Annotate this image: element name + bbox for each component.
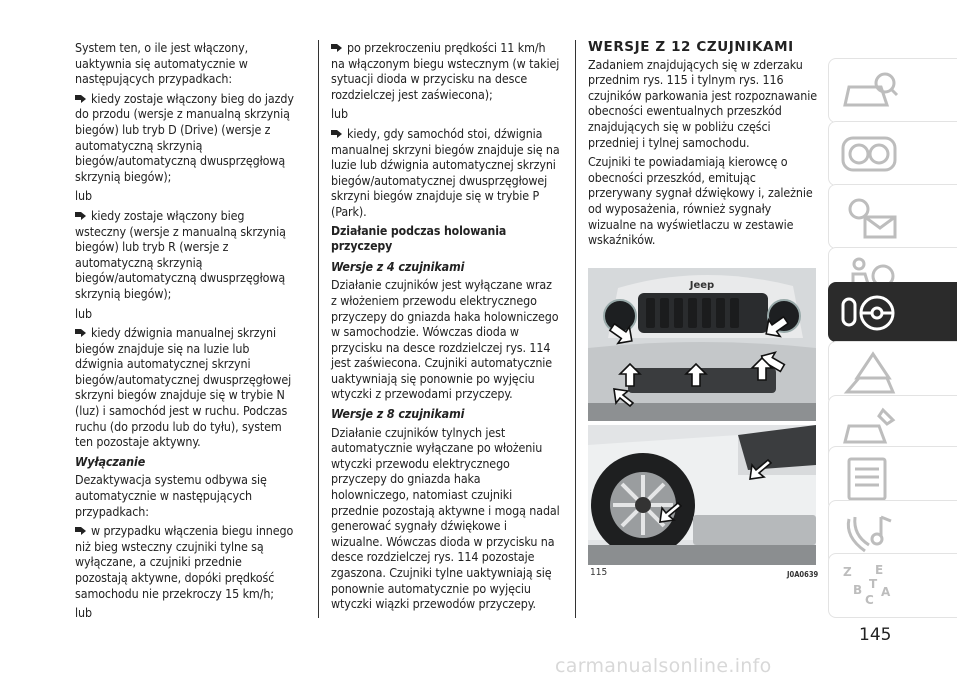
bullet-neutral: kiedy dźwignia manualnej skrzyni biegów znajduje się na luzie lub dźwignia automatycznej skrzyni biegów/automatycznej dwusprzęgłowej skrzyni biegów znajduje się w trybie N (luz) i samochód jest w ruchu. Podczas ruchu (do przodu lub do tyłu), system ten pozostaje aktywny. xyxy=(75,325,292,450)
tab-starting-driving[interactable] xyxy=(828,282,957,342)
tab-warning-lights[interactable] xyxy=(828,184,957,249)
paragraph-warnings: Czujniki te powiadamiają kierowcę o obecności przeszkód, emitując przerywany sygnał dźwiękowy i, zależnie od wyposażenia, również sygnały wizualne na wyświetlaczu w zestawie wskaźników. xyxy=(588,154,813,248)
or-text: lub xyxy=(331,106,348,122)
watermark: carmanualsonline.info xyxy=(555,655,772,677)
alphabetical-index-icon xyxy=(839,560,899,612)
bullet-arrow-icon xyxy=(75,211,88,221)
warning-triangle-car-icon xyxy=(839,348,899,400)
column-3 xyxy=(588,40,820,252)
bullet-other-gear: w przypadku włączenia biegu innego niż bieg wsteczny czujniki tylne są wyłączane, a czujniki przednie pozostają aktywne, dopóki prędkość samochodu nie przekroczy 15 km/h; xyxy=(75,523,294,601)
section-heading-trailer: Działanie podczas holowania przyczepy xyxy=(331,223,507,254)
side-front-photo xyxy=(588,425,816,565)
section-heading-deactivation: Wyłączanie xyxy=(75,453,146,469)
svg-text:Z: Z xyxy=(843,565,852,579)
svg-text:A: A xyxy=(881,585,891,599)
or-text: lub xyxy=(75,188,92,204)
or-text: lub xyxy=(75,605,92,621)
section-heading-12-sensors: WERSJE Z 12 CZUJNIKAMI xyxy=(588,39,794,55)
figure-code: J0A0639 xyxy=(787,570,819,579)
paragraph-4-sensors: Działanie czujników jest wyłączane wraz z włożeniem przewodu elektrycznego przyczepy do gniazda haka holowniczego w samochodzie. Wówczas dioda w przycisku na desce rozdzielczej rys. 114 jest zaświecona. Czujniki automatycznie uaktywniają się ponownie po wyjęciu wtyczki z przewodami przyczepy. xyxy=(331,277,559,402)
dashboard-gauges-icon xyxy=(839,128,899,180)
subheading-4-sensors: Wersje z 4 czujnikami xyxy=(331,258,465,274)
svg-text:B: B xyxy=(853,583,863,597)
tab-dashboard[interactable] xyxy=(828,121,957,186)
page-number: 145 xyxy=(859,625,892,645)
specifications-list-icon xyxy=(839,453,899,505)
bullet-reverse-gear: kiedy zostaje włączony bieg wsteczny (wersje z manualną skrzynią biegów) lub tryb R (wersje z automatyczną skrzynią biegów/automatyczną dwusprzęgłową skrzynią biegów); xyxy=(75,207,286,301)
bullet-arrow-icon xyxy=(75,328,88,338)
svg-text:C: C xyxy=(865,593,874,607)
svg-text:T: T xyxy=(869,577,878,591)
light-envelope-icon xyxy=(839,191,899,243)
front-bumper-illustration xyxy=(588,268,816,421)
bullet-arrow-icon xyxy=(75,526,88,536)
figure-number: 115 xyxy=(590,567,608,578)
tab-vehicle-knowledge[interactable] xyxy=(828,58,957,123)
jeep-logo: Jeep xyxy=(689,280,715,291)
column-1 xyxy=(75,40,297,625)
paragraph-8-sensors: Działanie czujników tylnych jest automatycznie wyłączane po włożeniu wtyczki przewodu elektrycznego przyczepy do gniazda haka holowniczego, natomiast czujniki przednie pozostają aktywne i mogą nadal generować sygnały dźwiękowe i wizualne. Wówczas dioda w przycisku na desce rozdzielczej rys. 114 pozostaje zgaszona. Czujniki tylne uaktywniają się ponownie automatycznie po wyjęciu wtyczki wiązki przewodów przyczepy. xyxy=(331,424,560,612)
paragraph-12-sensors: Zadaniem znajdujących się w zderzaku przednim rys. 115 i tylnym rys. 116 czujników parkowania jest rozpoznawanie obecności ewentualnych przeszkód znajdujących się w pobliżu części przedniej i tylnej samochodu. xyxy=(588,56,817,150)
bullet-speed-exceeded: po przekroczeniu prędkości 11 km/h na włączonym biegu wstecznym (w takiej sytuacji dioda w przycisku na desce rozdzielczej jest zaświecona); xyxy=(331,40,560,102)
key-steering-wheel-icon xyxy=(839,289,899,337)
column-divider xyxy=(575,40,576,618)
bullet-stationary: kiedy, gdy samochód stoi, dźwignia manualnej skrzyni biegów znajduje się na luzie lub dźwignia automatycznej skrzyni biegów/automatycznej dwusprzęgłowej skrzyni biegów znajduje się w trybie P (Park). xyxy=(331,125,560,219)
bullet-arrow-icon xyxy=(75,94,88,104)
side-front-illustration xyxy=(588,425,816,565)
multimedia-phone-music-icon xyxy=(839,507,899,559)
deactivation-intro: Dezaktywacja systemu odbywa się automatycznie w następujących przypadkach: xyxy=(75,472,267,519)
car-dashboard-search-icon xyxy=(839,65,899,117)
front-bumper-photo xyxy=(588,268,816,421)
bullet-arrow-icon xyxy=(331,129,344,139)
svg-text:E: E xyxy=(875,563,884,577)
bullet-forward-gear: kiedy zostaje włączony bieg do jazdy do przodu (wersje z manualną skrzynią biegów) lub tryb D (Drive) (wersje z automatyczną skrzynią biegów/automatyczną dwusprzęgłową skrzynią biegów); xyxy=(75,90,294,184)
bullet-arrow-icon xyxy=(331,43,344,53)
tab-index[interactable] xyxy=(828,553,957,618)
or-text: lub xyxy=(75,305,92,321)
column-divider xyxy=(318,40,319,618)
column-2 xyxy=(331,40,561,616)
intro-text: System ten, o ile jest włączony, uaktywnia się automatycznie w następujących przypadkach: xyxy=(75,40,249,87)
subheading-8-sensors: Wersje z 8 czujnikami xyxy=(331,406,465,422)
